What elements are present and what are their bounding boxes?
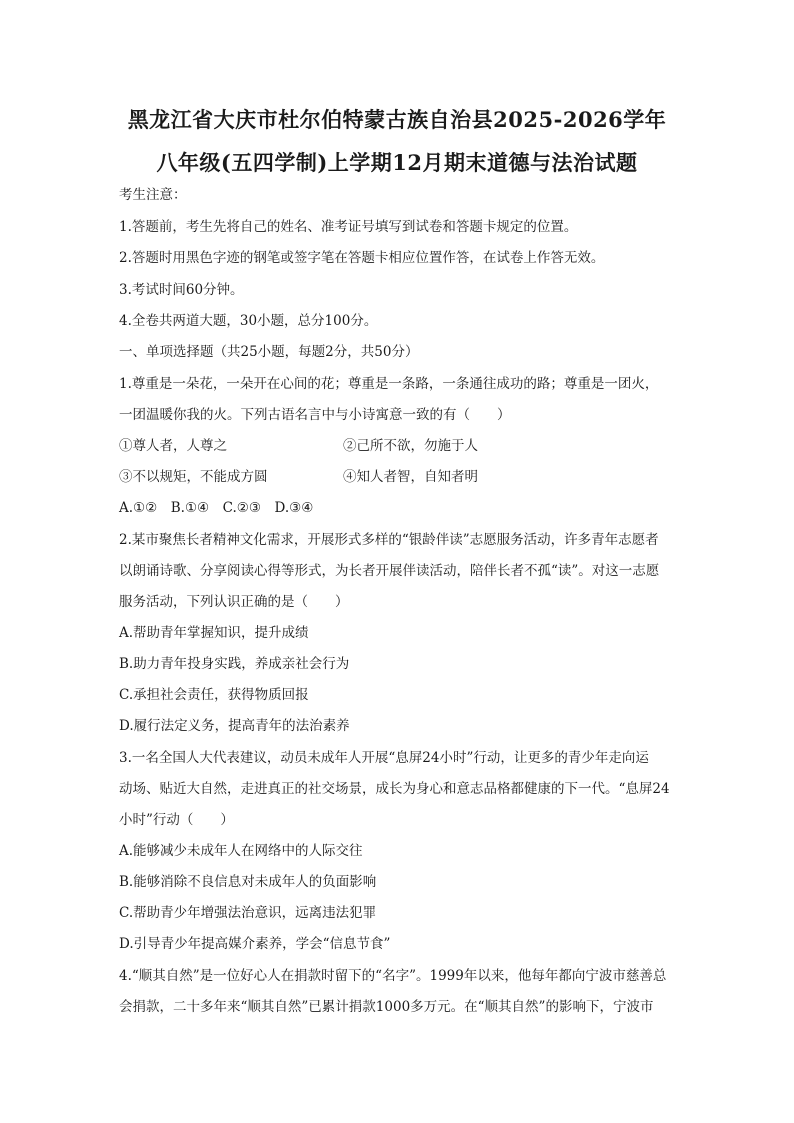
q3-option-d: D.引导青少年提高媒介素养，学会“信息节食” [119,936,391,952]
q3-stem-line-3: 小时”行动（ ） [119,812,234,828]
q1-statement-3: ③不以规矩，不能成方圆 [119,469,268,485]
q2-option-c: C.承担社会责任，获得物质回报 [119,687,309,703]
q2-stem-line-1: 2.某市聚焦长者精神文化需求，开展形式多样的“银龄伴读”志愿服务活动，许多青年志愿者 [119,532,659,548]
q3-option-b: B.能够消除不良信息对未成年人的负面影响 [119,874,377,890]
q1-statement-2: ②己所不欲，勿施于人 [343,438,478,454]
q1-statement-1: ①尊人者，人尊之 [119,438,227,454]
q3-option-a: A.能够减少未成年人在网络中的人际交往 [119,843,363,859]
q2-stem-line-2: 以朗诵诗歌、分享阅读心得等形式，为长者开展伴读活动，陪伴长者不孤“读”。对这一志愿 [119,563,660,579]
q1-stem-line-1: 1.尊重是一朵花，一朵开在心间的花；尊重是一条路，一条通往成功的路；尊重是一团火， [119,376,659,392]
notice-item-3: 3.考试时间60分钟。 [119,282,244,298]
notice-item-2: 2.答题时用黑色字迹的钢笔或签字笔在答题卡相应位置作答，在试卷上作答无效。 [119,250,605,266]
notice-heading: 考生注意： [119,187,187,203]
q2-option-d: D.履行法定义务，提高青年的法治素养 [119,718,350,734]
notice-item-4: 4.全卷共两道大题，30小题，总分100分。 [119,313,378,329]
q2-option-a: A.帮助青年掌握知识，提升成绩 [119,625,309,641]
q3-option-c: C.帮助青少年增强法治意识，远离违法犯罪 [119,905,377,921]
q1-choices: A.①② B.①④ C.②③ D.③④ [119,500,314,516]
q2-stem-line-3: 服务活动，下列认识正确的是（ ） [119,594,349,610]
q1-statement-4: ④知人者智，自知者明 [343,469,478,485]
exam-title-line-1: 黑龙江省大庆市杜尔伯特蒙古族自治县2025-2026学年 [127,107,667,132]
section-heading: 一、单项选择题（共25小题，每题2分，共50分） [119,344,419,360]
q2-option-b: B.助力青年投身实践，养成亲社会行为 [119,656,350,672]
q4-stem-line-1: 4.“顺其自然”是一位好心人在捐款时留下的“名字”。1999年以来，他每年都向宁波市慈善总 [119,968,667,984]
q3-stem-line-2: 动场、贴近大自然，走进真正的社交场景，成长为身心和意志品格都健康的下一代。“息屏24 [119,781,670,797]
q4-stem-line-2: 会捐款，二十多年来“顺其自然”已累计捐款1000多万元。在“顺其自然”的影响下，宁波市 [119,999,654,1015]
exam-title-line-2: 八年级(五四学制)上学期12月期末道德与法治试题 [156,150,638,175]
q3-stem-line-1: 3.一名全国人大代表建议，动员未成年人开展“息屏24小时”行动，让更多的青少年走向运 [119,750,649,766]
q1-stem-line-2: 一团温暖你我的火。下列古语名言中与小诗寓意一致的有（ ） [119,407,511,423]
notice-item-1: 1.答题前，考生先将自己的姓名、准考证号填写到试卷和答题卡规定的位置。 [119,219,578,235]
